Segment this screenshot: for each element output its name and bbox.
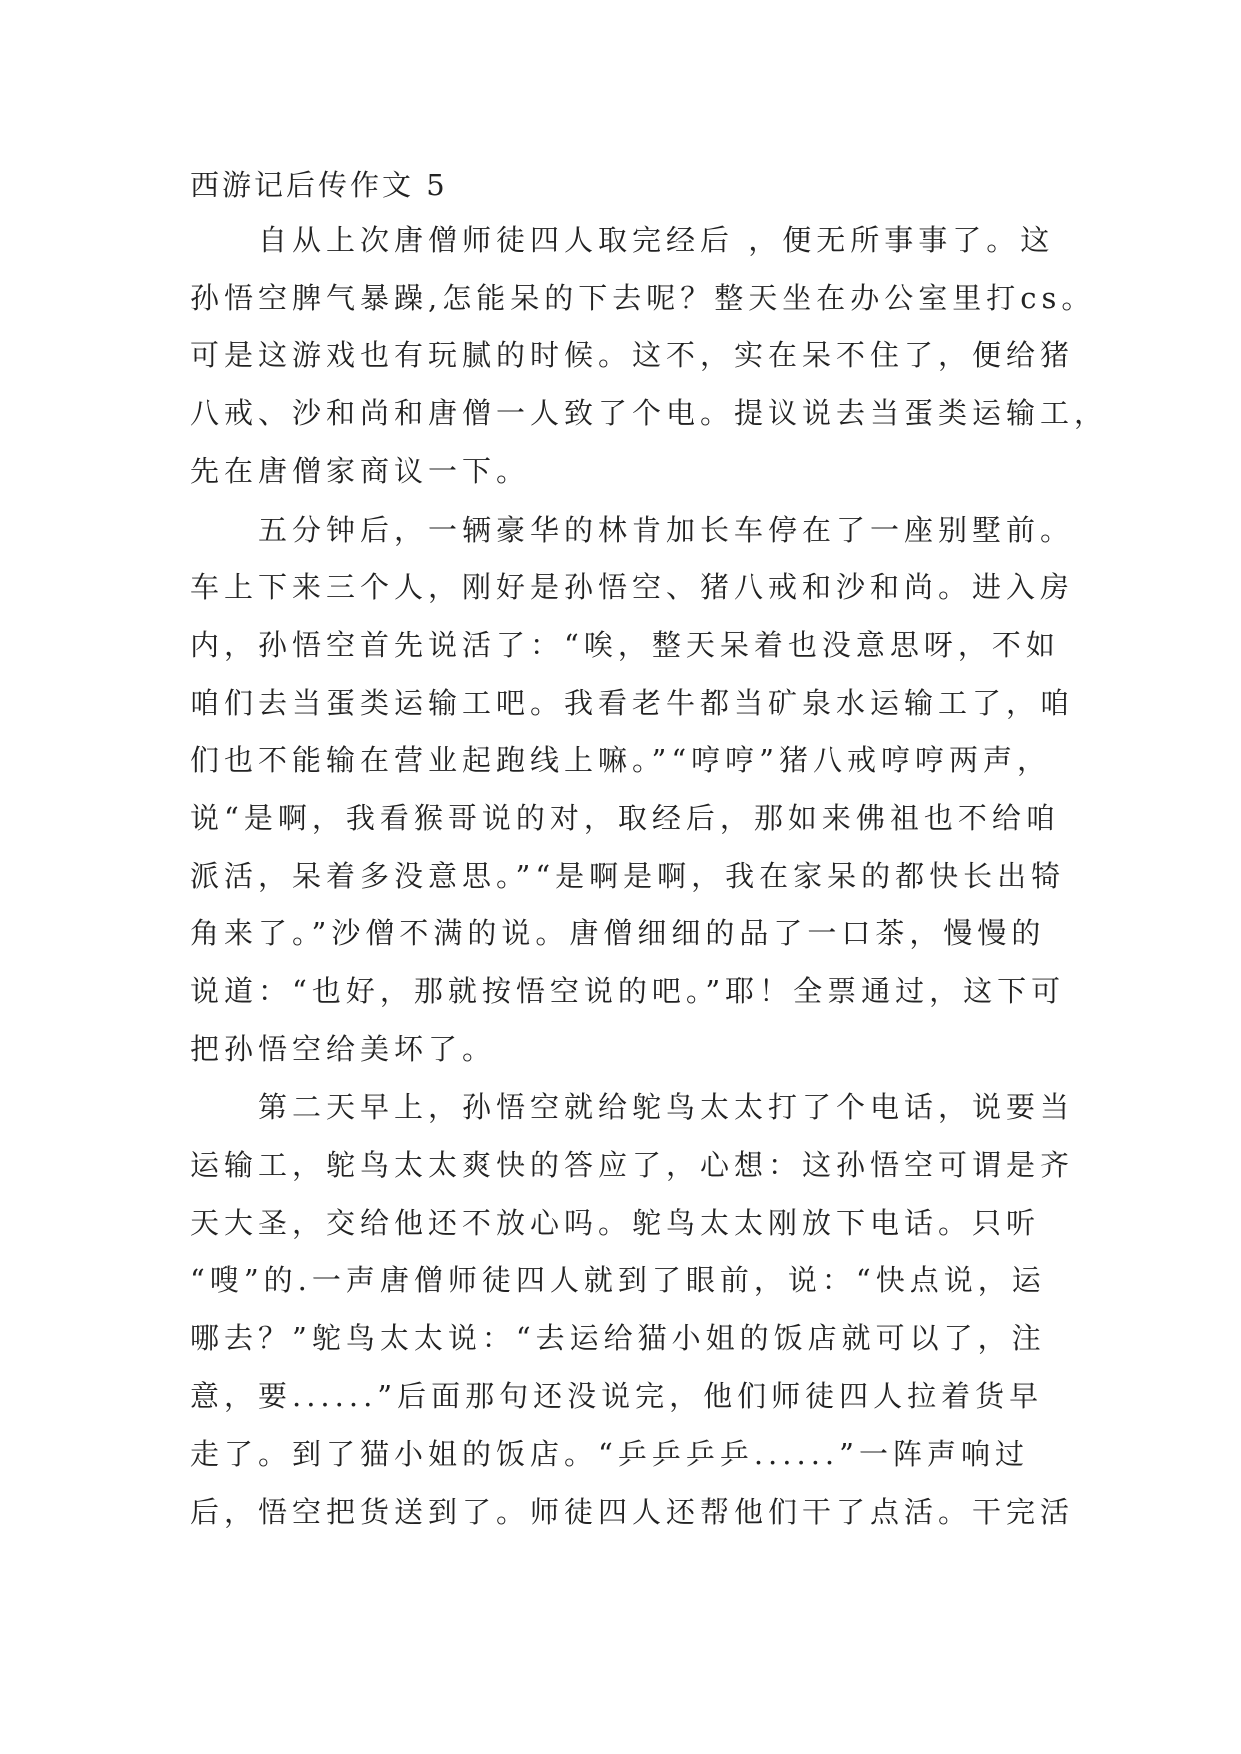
paragraph-line: 第二天早上，孙悟空就给鸵鸟太太打了个电话，说要当	[258, 1090, 1075, 1124]
paragraph-line: 自从上次唐僧师徒四人取完经后 ，便无所事事了。这	[258, 223, 1055, 257]
paragraph-line: 车上下来三个人，刚好是孙悟空、猪八戒和沙和尚。进入房	[190, 570, 1075, 604]
paragraph-line: 走了。到了猫小姐的饭店。“乒乒乒乒......”一阵声响过	[190, 1437, 1029, 1471]
paragraph-line: 内，孙悟空首先说活了：“唉，整天呆着也没意思呀，不如	[190, 628, 1060, 662]
paragraph-line: 五分钟后，一辆豪华的林肯加长车停在了一座别墅前。	[258, 513, 1075, 547]
paragraph-line: 们也不能输在营业起跑线上嘛。”“哼哼”猪八戒哼哼两声，	[190, 743, 1051, 777]
paragraph-line: 哪去？”鸵鸟太太说：“去运给猫小姐的饭店就可以了，注	[190, 1321, 1046, 1355]
paragraph-line: 说道：“也好，那就按悟空说的吧。”耶！全票通过，这下可	[190, 974, 1066, 1008]
paragraph-line: 孙悟空脾气暴躁,怎能呆的下去呢？整天坐在办公室里打cs。	[190, 281, 1096, 315]
paragraph-line: 天大圣，交给他还不放心吗。鸵鸟太太刚放下电话。只听	[190, 1206, 1041, 1240]
paragraph-line: 可是这游戏也有玩腻的时候。这不，实在呆不住了，便给猪	[190, 338, 1075, 372]
paragraph-line: 后，悟空把货送到了。师徒四人还帮他们干了点活。干完活	[190, 1495, 1075, 1529]
paragraph-line: 运输工，鸵鸟太太爽快的答应了，心想：这孙悟空可谓是齐	[190, 1148, 1075, 1182]
paragraph-line: 角来了。”沙僧不满的说。唐僧细细的品了一口茶，慢慢的	[190, 916, 1046, 950]
document-title: 西游记后传作文 5	[190, 168, 448, 202]
paragraph-line: 说“是啊，我看猴哥说的对，取经后，那如来佛祖也不给咱	[190, 801, 1060, 835]
paragraph-line: 意，要......”后面那句还没说完，他们师徒四人拉着货早	[190, 1379, 1044, 1413]
paragraph-line: 把孙悟空给美坏了。	[190, 1032, 497, 1066]
paragraph-line: “嗖”的.一声唐僧师徒四人就到了眼前，说：“快点说，运	[190, 1263, 1046, 1297]
paragraph-line: 派活，呆着多没意思。”“是啊是啊，我在家呆的都快长出犄	[190, 859, 1066, 893]
paragraph-line: 咱们去当蛋类运输工吧。我看老牛都当矿泉水运输工了，咱	[190, 686, 1075, 720]
paragraph-line: 先在唐僧家商议一下。	[190, 454, 531, 488]
paragraph-line: 八戒、沙和尚和唐僧一人致了个电。提议说去当蛋类运输工，	[190, 396, 1109, 430]
